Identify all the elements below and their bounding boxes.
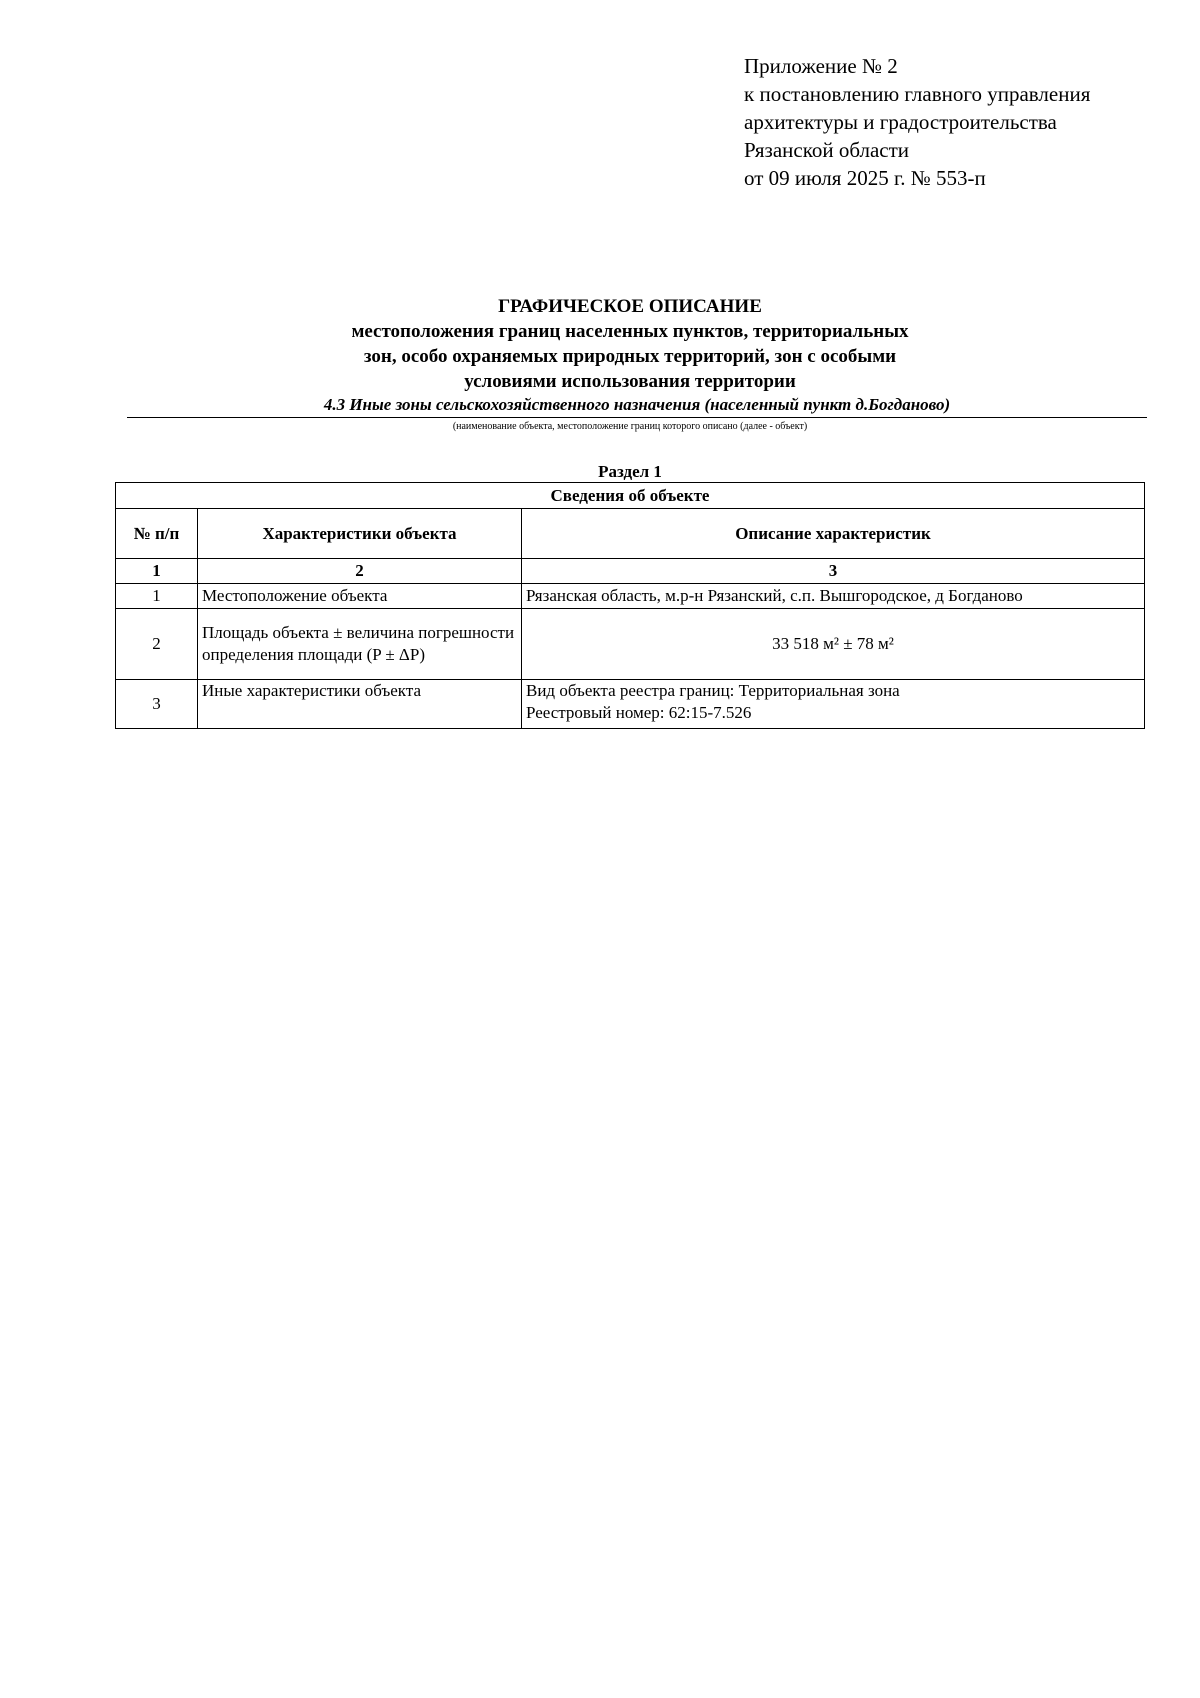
- appendix-line: к постановлению главного управления: [744, 82, 1091, 106]
- header-num: № п/п: [116, 509, 198, 559]
- row-characteristic: Иные характеристики объекта: [198, 680, 522, 729]
- column-number: 1: [116, 559, 198, 584]
- appendix-header: [744, 52, 1164, 192]
- appendix-line: архитектуры и градостроительства: [744, 110, 1057, 134]
- row-description: [522, 609, 1145, 680]
- row-num: 1: [116, 584, 198, 609]
- table-caption-row: [116, 483, 1145, 509]
- object-info-table: [115, 482, 1145, 729]
- table-header-row: [116, 509, 1145, 559]
- table-caption: Сведения об объекте: [116, 483, 1145, 509]
- table-row: [116, 680, 1145, 729]
- appendix-line: Приложение № 2: [744, 54, 898, 78]
- row-description-line: Вид объекта реестра границ: Территориальная зона: [526, 681, 900, 700]
- row-num: 3: [116, 680, 198, 729]
- column-number: 2: [198, 559, 522, 584]
- table-row: [116, 609, 1145, 680]
- row-description-line: Реестровый номер: 62:15-7.526: [526, 703, 752, 722]
- row-characteristic: Площадь объекта ± величина погрешности определения площади (P ± ΔP): [198, 609, 522, 680]
- section-label: Раздел 1: [598, 462, 662, 481]
- object-name-caption: (наименование объекта, местоположение границ которого описано (далее - объект): [452, 421, 808, 432]
- row-description: [522, 680, 1145, 729]
- object-name: 4.3 Иные зоны сельскохозяйственного назначения (населенный пункт д.Богданово): [127, 394, 1147, 418]
- document-subtitle-line: местоположения границ населенных пунктов, территориальных: [351, 321, 909, 342]
- document-subtitle-line: зон, особо охраняемых природных территорий, зон с особыми: [363, 346, 897, 367]
- row-description-line: Рязанская область, м.р-н Рязанский, с.п. Вышгородское, д Богданово: [526, 586, 1023, 605]
- document-subtitle-line: условиями использования территории: [464, 371, 796, 392]
- row-description-line: 33 518 м² ± 78 м²: [772, 634, 894, 653]
- row-characteristic: Местоположение объекта: [198, 584, 522, 609]
- appendix-line: от 09 июля 2025 г. № 553-п: [744, 166, 986, 190]
- row-num: 2: [116, 609, 198, 680]
- header-description: Описание характеристик: [522, 509, 1145, 559]
- column-number-row: [116, 559, 1145, 584]
- row-description: [522, 584, 1145, 609]
- column-number: 3: [522, 559, 1145, 584]
- header-characteristic: Характеристики объекта: [198, 509, 522, 559]
- appendix-line: Рязанской области: [744, 138, 910, 162]
- document-title-block: [115, 294, 1145, 434]
- table-row: [116, 584, 1145, 609]
- document-title: ГРАФИЧЕСКОЕ ОПИСАНИЕ: [498, 296, 762, 317]
